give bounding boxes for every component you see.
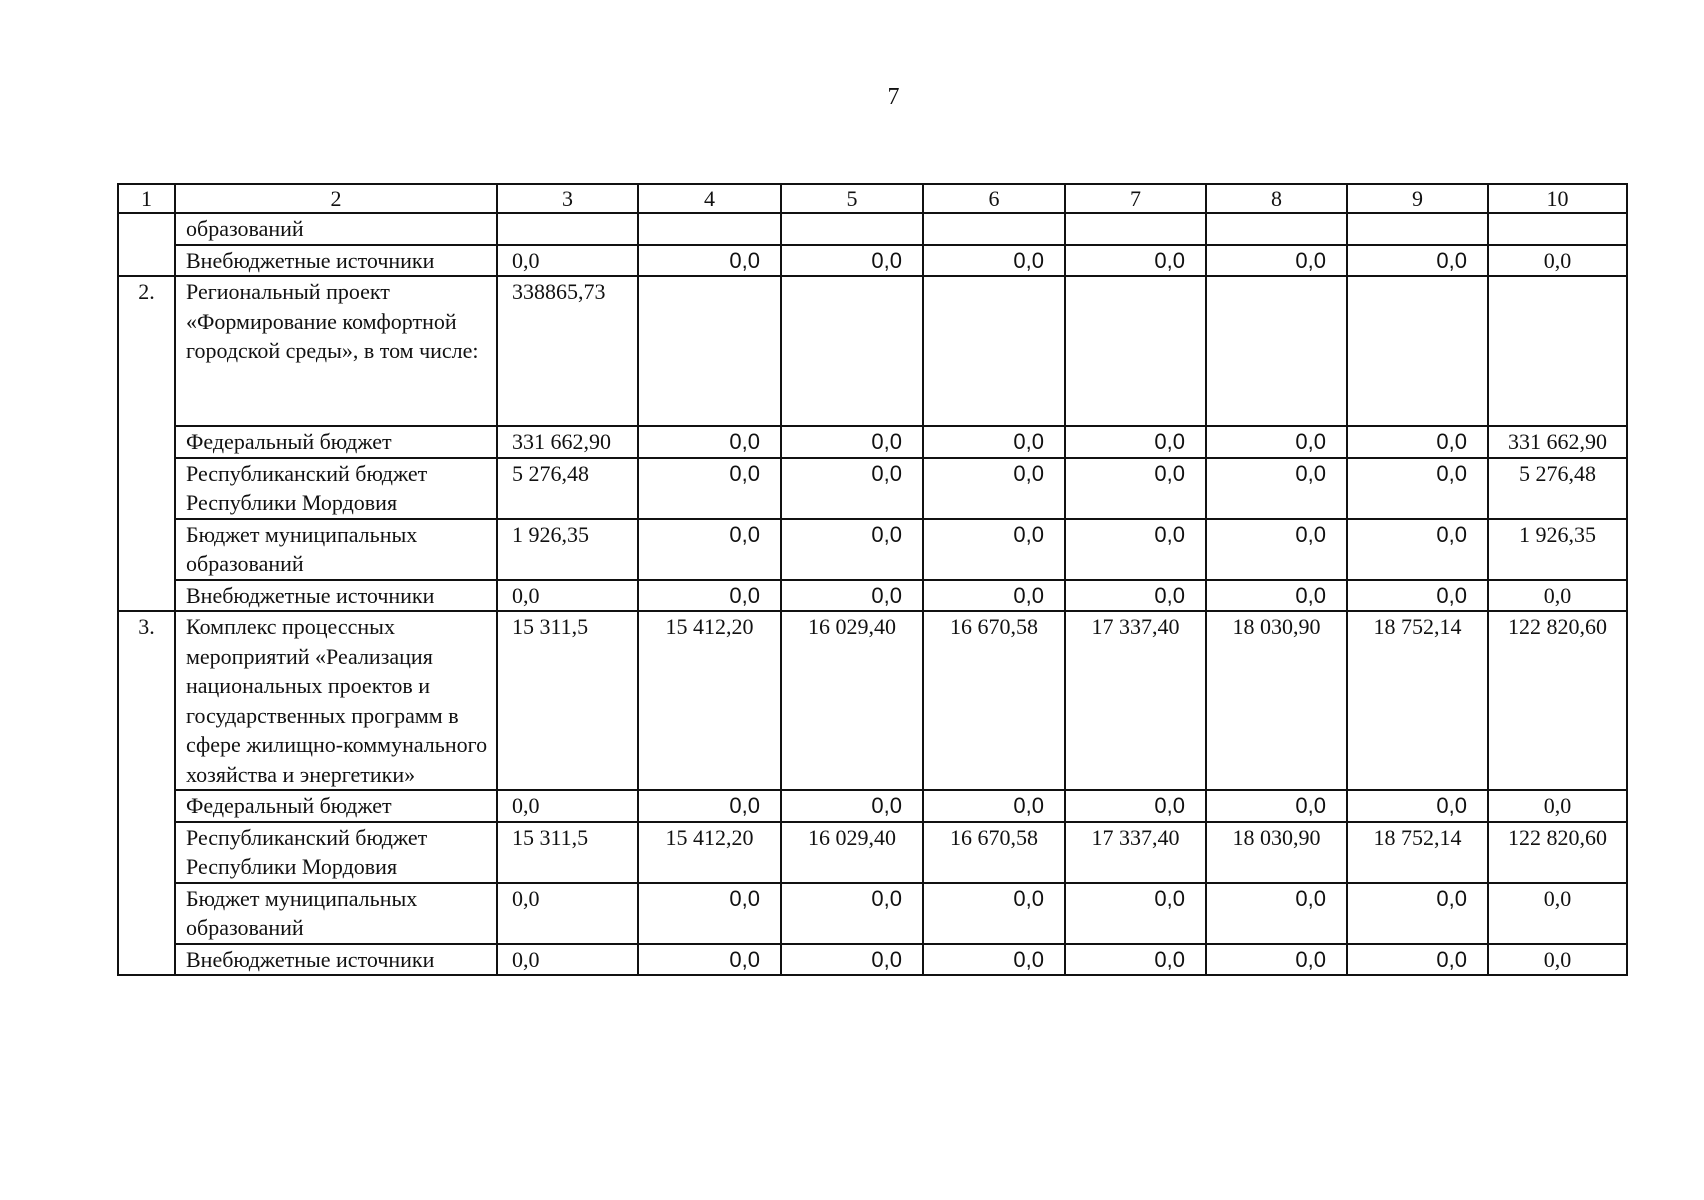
table-cell xyxy=(781,213,923,245)
row-name: Внебюджетные источники xyxy=(175,580,497,612)
row-name: Федеральный бюджет xyxy=(175,790,497,822)
table-cell: 0,0 xyxy=(638,883,781,944)
table-cell: 0,0 xyxy=(781,458,923,519)
table-cell: 0,0 xyxy=(1347,790,1488,822)
column-header: 1 xyxy=(118,184,175,213)
table-cell: 0,0 xyxy=(1206,883,1347,944)
table-cell: 17 337,40 xyxy=(1065,822,1206,883)
table-row xyxy=(118,426,1627,458)
table-cell: 15 412,20 xyxy=(638,822,781,883)
row-number: 2. xyxy=(118,276,175,611)
table-cell: 0,0 xyxy=(1065,790,1206,822)
table-cell xyxy=(923,276,1065,426)
table-cell: 0,0 xyxy=(923,519,1065,580)
row-number: 3. xyxy=(118,611,175,975)
table-header-row xyxy=(118,184,1627,213)
table-cell: 0,0 xyxy=(638,519,781,580)
table-cell: 0,0 xyxy=(638,790,781,822)
table-cell: 0,0 xyxy=(781,580,923,612)
table-cell: 0,0 xyxy=(923,458,1065,519)
column-header: 9 xyxy=(1347,184,1488,213)
table-cell: 16 029,40 xyxy=(781,611,923,790)
row-name: Республиканский бюджет Республики Мордовия xyxy=(175,822,497,883)
table-cell: 0,0 xyxy=(923,426,1065,458)
table-row xyxy=(118,245,1627,277)
column-header: 8 xyxy=(1206,184,1347,213)
table-cell: 331 662,90 xyxy=(497,426,638,458)
column-header: 7 xyxy=(1065,184,1206,213)
table-cell: 0,0 xyxy=(1206,790,1347,822)
column-header: 4 xyxy=(638,184,781,213)
table-cell: 15 311,5 xyxy=(497,822,638,883)
table-row xyxy=(118,519,1627,580)
table-cell xyxy=(1206,213,1347,245)
table-cell: 0,0 xyxy=(1347,519,1488,580)
table-cell xyxy=(923,213,1065,245)
table-cell xyxy=(1488,276,1627,426)
table-cell: 0,0 xyxy=(1347,426,1488,458)
table-cell: 0,0 xyxy=(1488,944,1627,976)
table-cell: 0,0 xyxy=(638,580,781,612)
table-cell: 0,0 xyxy=(781,426,923,458)
table-row xyxy=(118,790,1627,822)
table-cell: 0,0 xyxy=(497,790,638,822)
table-cell: 16 029,40 xyxy=(781,822,923,883)
table-cell: 0,0 xyxy=(1347,944,1488,976)
table-cell: 0,0 xyxy=(781,790,923,822)
table-row xyxy=(118,276,1627,426)
table-cell: 0,0 xyxy=(1347,458,1488,519)
table-row xyxy=(118,611,1627,790)
table-cell: 0,0 xyxy=(1488,245,1627,277)
column-header: 2 xyxy=(175,184,497,213)
row-name: Бюджет муниципальных образований xyxy=(175,519,497,580)
table-cell: 16 670,58 xyxy=(923,611,1065,790)
table-row xyxy=(118,580,1627,612)
table-cell: 0,0 xyxy=(497,580,638,612)
table-cell: 331 662,90 xyxy=(1488,426,1627,458)
table-cell: 0,0 xyxy=(923,790,1065,822)
table-cell: 0,0 xyxy=(1065,458,1206,519)
table-cell: 0,0 xyxy=(638,458,781,519)
table-cell: 122 820,60 xyxy=(1488,611,1627,790)
page-number: 7 xyxy=(887,84,900,110)
table-cell: 17 337,40 xyxy=(1065,611,1206,790)
table-cell: 0,0 xyxy=(638,245,781,277)
table-cell: 5 276,48 xyxy=(497,458,638,519)
table-cell: 0,0 xyxy=(1065,883,1206,944)
table-cell: 0,0 xyxy=(638,944,781,976)
table-row xyxy=(118,944,1627,976)
table-cell: 0,0 xyxy=(1206,245,1347,277)
table-cell: 15 311,5 xyxy=(497,611,638,790)
table-cell: 0,0 xyxy=(923,883,1065,944)
table-cell: 0,0 xyxy=(1347,245,1488,277)
table-cell: 0,0 xyxy=(1347,580,1488,612)
column-header: 10 xyxy=(1488,184,1627,213)
table-row xyxy=(118,883,1627,944)
table-cell: 0,0 xyxy=(1488,790,1627,822)
table-cell: 18 030,90 xyxy=(1206,611,1347,790)
table-cell: 5 276,48 xyxy=(1488,458,1627,519)
table-cell: 0,0 xyxy=(781,245,923,277)
table-cell: 18 752,14 xyxy=(1347,611,1488,790)
budget-table xyxy=(117,183,1628,976)
row-number xyxy=(118,213,175,276)
table-cell: 18 030,90 xyxy=(1206,822,1347,883)
table-cell: 0,0 xyxy=(1347,883,1488,944)
table-cell xyxy=(1347,276,1488,426)
table-cell: 0,0 xyxy=(1206,458,1347,519)
row-name: Федеральный бюджет xyxy=(175,426,497,458)
table-cell xyxy=(1065,276,1206,426)
row-name: Республиканский бюджет Республики Мордовия xyxy=(175,458,497,519)
table-cell: 0,0 xyxy=(781,883,923,944)
table-cell: 0,0 xyxy=(1206,426,1347,458)
row-name: Внебюджетные источники xyxy=(175,245,497,277)
table-cell xyxy=(638,276,781,426)
row-name: Региональный проект «Формирование комфортной городской среды», в том числе: xyxy=(175,276,497,426)
table-cell: 122 820,60 xyxy=(1488,822,1627,883)
table-cell: 0,0 xyxy=(1065,944,1206,976)
table-cell: 0,0 xyxy=(1065,580,1206,612)
table-cell: 0,0 xyxy=(1065,519,1206,580)
table-cell xyxy=(1065,213,1206,245)
table-cell xyxy=(1488,213,1627,245)
column-header: 3 xyxy=(497,184,638,213)
table-cell: 0,0 xyxy=(1206,944,1347,976)
table-cell: 0,0 xyxy=(1488,580,1627,612)
column-header: 6 xyxy=(923,184,1065,213)
table-cell: 0,0 xyxy=(781,944,923,976)
row-name: Бюджет муниципальных образований xyxy=(175,883,497,944)
table-cell: 0,0 xyxy=(923,245,1065,277)
table-cell: 0,0 xyxy=(1065,426,1206,458)
table-cell: 338865,73 xyxy=(497,276,638,426)
table-cell: 15 412,20 xyxy=(638,611,781,790)
table-cell: 0,0 xyxy=(923,944,1065,976)
table-cell: 18 752,14 xyxy=(1347,822,1488,883)
table-cell xyxy=(638,213,781,245)
table-cell: 1 926,35 xyxy=(497,519,638,580)
table-cell: 0,0 xyxy=(497,944,638,976)
table-cell: 0,0 xyxy=(497,245,638,277)
table-cell: 16 670,58 xyxy=(923,822,1065,883)
table-cell: 1 926,35 xyxy=(1488,519,1627,580)
table-row xyxy=(118,822,1627,883)
table-cell xyxy=(497,213,638,245)
table-cell xyxy=(781,276,923,426)
table-row xyxy=(118,458,1627,519)
row-name: образований xyxy=(175,213,497,245)
row-name: Внебюджетные источники xyxy=(175,944,497,976)
row-name: Комплекс процессных мероприятий «Реализация национальных проектов и государственных программ в сфере жилищно-коммунального хозяйства и энергетики» xyxy=(175,611,497,790)
table-cell: 0,0 xyxy=(1488,883,1627,944)
table-cell: 0,0 xyxy=(1206,519,1347,580)
table-cell xyxy=(1206,276,1347,426)
table-cell: 0,0 xyxy=(497,883,638,944)
column-header: 5 xyxy=(781,184,923,213)
table-row xyxy=(118,213,1627,245)
table-cell: 0,0 xyxy=(638,426,781,458)
table-cell xyxy=(1347,213,1488,245)
table-cell: 0,0 xyxy=(923,580,1065,612)
table-cell: 0,0 xyxy=(1206,580,1347,612)
table-cell: 0,0 xyxy=(781,519,923,580)
table-cell: 0,0 xyxy=(1065,245,1206,277)
